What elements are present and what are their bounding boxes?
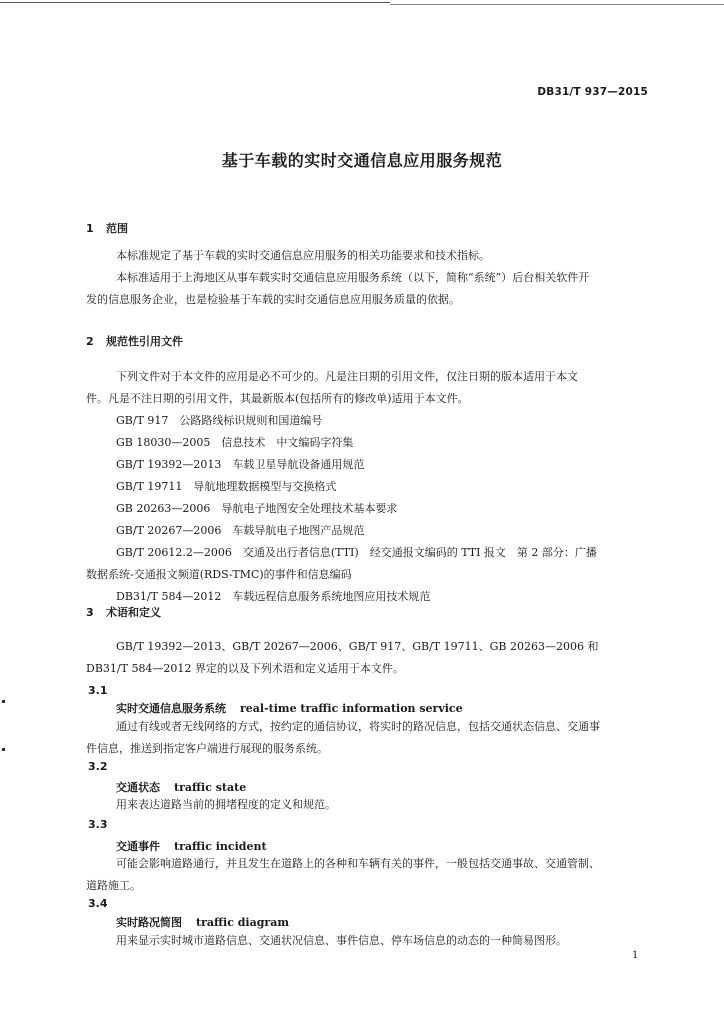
paragraph-line: GB/T 19392—2013、GB/T 20267—2006、GB/T 917、GB/T 19711、GB 20263—2006 和 bbox=[116, 640, 599, 653]
term-chinese: 交通状态 bbox=[116, 781, 160, 794]
reference-item: GB 18030—2005 信息技术 中文编码字符集 bbox=[116, 436, 354, 449]
paragraph-line: 发的信息服务企业，也是检验基于车载的实时交通信息应用服务质量的依据。 bbox=[86, 293, 460, 306]
term-title bbox=[116, 914, 289, 930]
reference-item: GB/T 20267—2006 车载导航电子地图产品规范 bbox=[116, 524, 365, 537]
paragraph-line: 件。凡是不注日期的引用文件，其最新版本(包括所有的修改单)适用于本文件。 bbox=[86, 392, 469, 405]
term-number: 3.2 bbox=[88, 760, 108, 773]
definition-line: 可能会影响道路通行，并且发生在道路上的各种和车辆有关的事件，一般包括交通事故、交通管制、 bbox=[116, 857, 600, 870]
section-number: 1 bbox=[86, 222, 94, 235]
definition-line: 件信息，推送到指定客户端进行展现的服务系统。 bbox=[86, 742, 328, 755]
section-title: 术语和定义 bbox=[106, 606, 161, 619]
paragraph-line: DB31/T 584—2012 界定的以及下列术语和定义适用于本文件。 bbox=[86, 662, 404, 675]
term-english: traffic state bbox=[174, 781, 247, 794]
reference-item: GB/T 917 公路路线标识规则和国道编号 bbox=[116, 414, 323, 427]
reference-item-continued: 数据系统-交通报文频道(RDS-TMC)的事件和信息编码 bbox=[86, 568, 352, 581]
reference-item: GB/T 19711 导航地理数据模型与交换格式 bbox=[116, 480, 337, 493]
term-number: 3.1 bbox=[88, 684, 108, 697]
document-title: 基于车载的实时交通信息应用服务规范 bbox=[221, 151, 503, 170]
term-number: 3.4 bbox=[88, 897, 108, 910]
term-english: traffic diagram bbox=[196, 916, 289, 929]
term-title bbox=[116, 779, 246, 795]
section-title: 范围 bbox=[106, 222, 128, 235]
section-heading-normative-references bbox=[86, 333, 183, 349]
definition-line: 道路施工。 bbox=[86, 879, 141, 892]
term-english: traffic incident bbox=[174, 840, 267, 853]
paragraph-line: 本标准适用于上海地区从事车载实时交通信息应用服务系统（以下，简称“系统”）后台相关软件开 bbox=[116, 271, 590, 284]
section-number: 3 bbox=[86, 606, 94, 619]
term-title bbox=[116, 700, 463, 716]
section-heading-scope bbox=[86, 220, 128, 236]
reference-item: GB/T 19392—2013 车载卫星导航设备通用规范 bbox=[116, 458, 365, 471]
scan-artifact-line bbox=[0, 2, 390, 3]
standard-number: DB31/T 937—2015 bbox=[537, 86, 648, 98]
paragraph-line: 本标准规定了基于车载的实时交通信息应用服务的相关功能要求和技术指标。 bbox=[116, 249, 490, 262]
definition-line: 用来表达道路当前的拥堵程度的定义和规范。 bbox=[116, 798, 336, 811]
reference-item: GB 20263—2006 导航电子地图安全处理技术基本要求 bbox=[116, 502, 398, 515]
scan-artifact-mark bbox=[2, 700, 5, 703]
term-number: 3.3 bbox=[88, 818, 108, 831]
term-english: real-time traffic information service bbox=[240, 702, 463, 715]
scan-artifact-mark bbox=[2, 748, 5, 751]
section-title: 规范性引用文件 bbox=[106, 335, 183, 348]
section-heading-terms-definitions bbox=[86, 604, 161, 620]
term-title bbox=[116, 838, 267, 854]
definition-line: 用来显示实时城市道路信息、交通状况信息、事件信息、停车场信息的动态的一种简易图形。 bbox=[116, 934, 567, 947]
definition-line: 通过有线或者无线网络的方式，按约定的通信协议，将实时的路况信息，包括交通状态信息、交通事 bbox=[116, 720, 600, 733]
paragraph-line: 下列文件对于本文件的应用是必不可少的。凡是注日期的引用文件，仅注日期的版本适用于本文 bbox=[116, 370, 578, 383]
term-chinese: 交通事件 bbox=[116, 840, 160, 853]
reference-item: GB/T 20612.2—2006 交通及出行者信息(TTI) 经交通报文编码的 TTI 报文 第 2 部分：广播 bbox=[116, 546, 597, 559]
scan-artifact-line bbox=[390, 4, 724, 5]
section-number: 2 bbox=[86, 335, 94, 348]
page-number: 1 bbox=[632, 950, 639, 961]
reference-item: DB31/T 584—2012 车载远程信息服务系统地图应用技术规范 bbox=[116, 590, 431, 603]
term-chinese: 实时路况简图 bbox=[116, 916, 182, 929]
term-chinese: 实时交通信息服务系统 bbox=[116, 702, 226, 715]
